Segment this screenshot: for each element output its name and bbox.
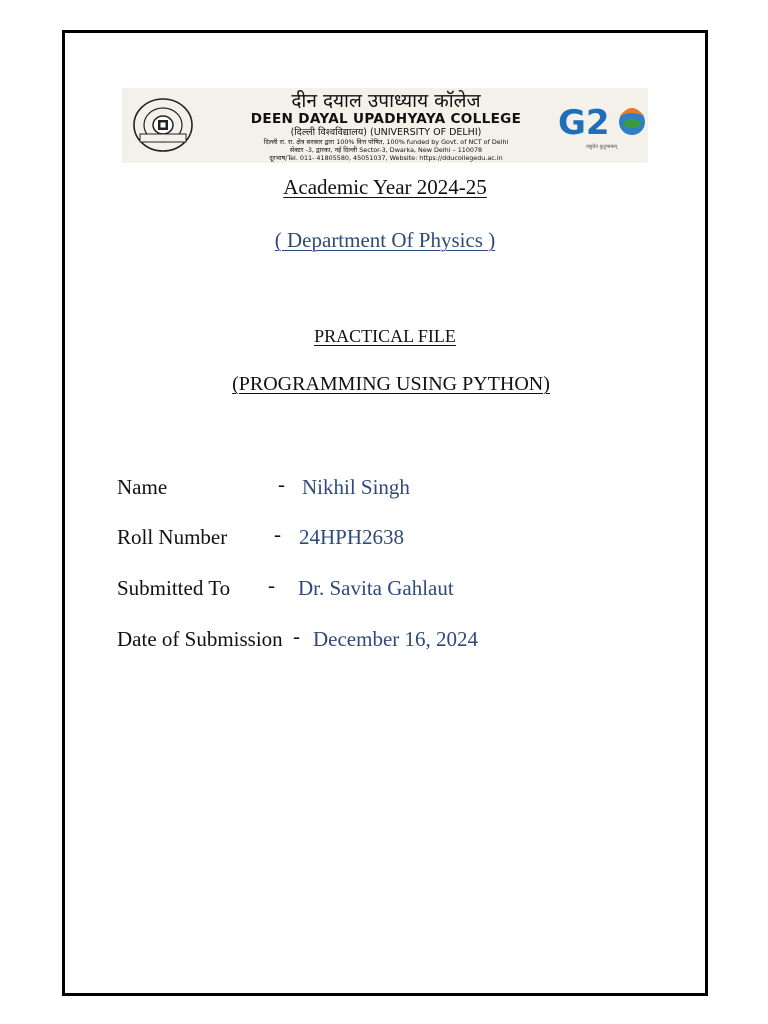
department-name: ( Department Of Physics )	[274, 228, 496, 252]
date-of-submission-value: December 16, 2024	[313, 627, 479, 651]
college-seal-logo	[132, 96, 194, 154]
g20-tagline: वसुधैव कुटुम्बकम्	[586, 144, 618, 150]
address-line: सेक्टर -3, द्वारका, नई दिल्ली Sector-3, Dwarka, New Delhi – 110078	[289, 146, 483, 154]
name-separator: -	[278, 472, 285, 496]
funding-line: दिल्ली रा. रा. क्षेत्र सरकार द्वारा 100% वित्त पोषित, 100% funded by Govt. of NCT of Delhi	[263, 138, 509, 146]
college-letterhead	[122, 88, 648, 163]
academic-year: Academic Year 2024-25	[283, 175, 487, 199]
contact-line: दूरभाष/Tel. 011- 41805580, 45051037, Website: https://dducollegedu.ac.in	[269, 154, 503, 162]
svg-text:G2: G2	[558, 103, 610, 143]
submitted-to-value: Dr. Savita Gahlaut	[298, 576, 454, 600]
g20-logo	[556, 92, 648, 154]
roll-number-label: Roll Number	[117, 525, 228, 549]
college-name: DEEN DAYAL UPADHYAYA COLLEGE	[250, 111, 522, 127]
subject-title: (PROGRAMMING USING PYTHON)	[232, 373, 550, 395]
roll-number-separator: -	[274, 522, 281, 546]
submitted-to-separator: -	[268, 573, 275, 597]
date-of-submission-separator: -	[293, 624, 300, 648]
university-line: (दिल्ली विश्वविद्यालय) (UNIVERSITY OF DELHI)	[290, 127, 482, 138]
roll-number-value: 24HPH2638	[299, 525, 405, 549]
college-name-hindi: दीन दयाल उपाध्याय कॉलेज	[291, 90, 481, 112]
name-value: Nikhil Singh	[302, 475, 410, 499]
practical-file-title: PRACTICAL FILE	[314, 326, 456, 346]
name-label: Name	[117, 475, 168, 499]
date-of-submission-label: Date of Submission	[117, 627, 283, 651]
college-heading	[216, 88, 556, 162]
submitted-to-label: Submitted To	[117, 576, 231, 600]
